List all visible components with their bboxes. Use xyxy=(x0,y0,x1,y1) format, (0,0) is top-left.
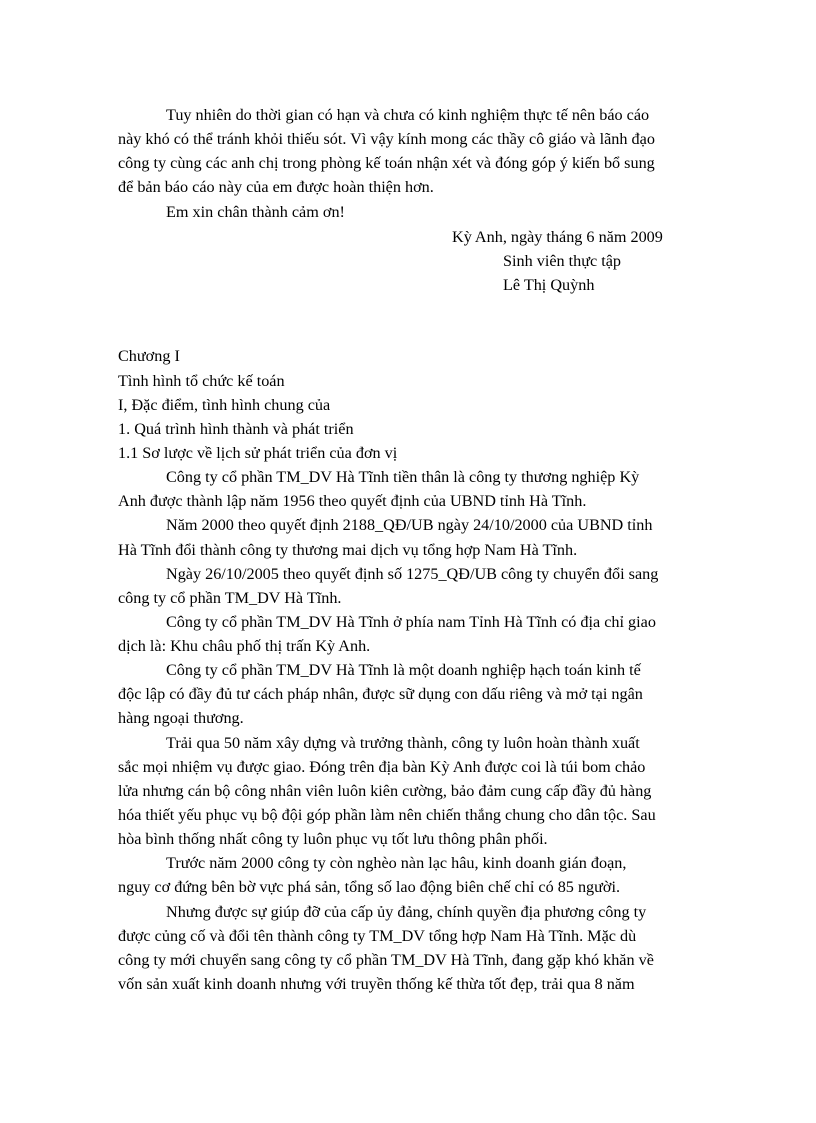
body-line: sắc mọi nhiệm vụ được giao. Đóng trên địa bàn Kỳ Anh được coi là túi bom chảo xyxy=(118,758,646,776)
intro-line-2: này khó có thể tránh khỏi thiếu sót. Vì vậy kính mong các thầy cô giáo và lãnh đạo xyxy=(118,130,655,148)
body-line: Công ty cổ phần TM_DV Hà Tĩnh ở phía nam Tỉnh Hà Tĩnh có địa chỉ giao xyxy=(166,613,656,631)
body-line: công ty cổ phần TM_DV Hà Tĩnh. xyxy=(118,589,342,607)
body-line: nguy cơ đứng bên bờ vực phá sản, tổng số lao động biên chế chỉ có 85 người. xyxy=(118,878,621,896)
body-line: Trải qua 50 năm xây dựng và trưởng thành, công ty luôn hoàn thành xuất xyxy=(166,734,640,752)
body-line: lửa nhưng cán bộ công nhân viên luôn kiên cường, bảo đảm cung cấp đầy đủ hàng xyxy=(118,782,652,800)
chapter-heading: Chương I xyxy=(118,347,180,365)
intro-line-3: công ty cùng các anh chị trong phòng kế toán nhận xét và đóng góp ý kiến bổ sung xyxy=(118,154,655,172)
body-line: vốn sản xuất kinh doanh nhưng với truyền thống kế thừa tốt đẹp, trải qua 8 năm xyxy=(118,975,635,993)
body-line: độc lập có đầy đủ tư cách pháp nhân, được sữ dụng con dấu riêng và mở tại ngân xyxy=(118,685,643,703)
body-line: Trước năm 2000 công ty còn nghèo nàn lạc hâu, kinh doanh gián đoạn, xyxy=(166,854,627,872)
signature-date: Kỳ Anh, ngày tháng 6 năm 2009 xyxy=(452,228,663,246)
thanks-line: Em xin chân thành cảm ơn! xyxy=(166,203,345,221)
body-line: Ngày 26/10/2005 theo quyết định số 1275_QĐ/UB công ty chuyển đổi sang xyxy=(166,565,659,583)
body-line: Công ty cổ phần TM_DV Hà Tĩnh tiền thân là công ty thương nghiệp Kỳ xyxy=(166,468,640,486)
section-heading: Tình hình tổ chức kế toán xyxy=(118,372,285,390)
body-line: Năm 2000 theo quyết định 2188_QĐ/UB ngày 24/10/2000 của UBND tỉnh xyxy=(166,516,653,534)
body-line: hòa bình thống nhất công ty luôn phục vụ tốt lưu thông phân phối. xyxy=(118,830,548,848)
subsection-heading: 1.1 Sơ lược về lịch sử phát triển của đơn vị xyxy=(118,444,398,462)
signature-name: Lê Thị Quỳnh xyxy=(503,276,595,294)
body-line: Nhưng được sự giúp đỡ của cấp ủy đảng, chính quyền địa phương công ty xyxy=(166,903,647,921)
intro-line-4: để bản báo cáo này của em được hoàn thiện hơn. xyxy=(118,178,434,196)
body-line: công ty mới chuyển sang công ty cổ phần TM_DV Hà Tĩnh, đang gặp khó khăn về xyxy=(118,951,654,969)
body-line: dịch là: Khu châu phố thị trấn Kỳ Anh. xyxy=(118,637,371,655)
body-line: hóa thiết yếu phục vụ bộ đội góp phần làm nên chiến thắng chung cho dân tộc. Sau xyxy=(118,806,656,824)
body-line: được củng cố và đổi tên thành công ty TM_DV tổng hợp Nam Hà Tĩnh. Mặc dù xyxy=(118,927,637,945)
intro-line-1: Tuy nhiên do thời gian có hạn và chưa có kinh nghiệm thực tế nên báo cáo xyxy=(166,106,650,124)
body-line: Hà Tĩnh đổi thành công ty thương mai dịch vụ tổng hợp Nam Hà Tĩnh. xyxy=(118,541,578,559)
signature-role: Sinh viên thực tập xyxy=(503,252,622,270)
subsection-heading: I, Đặc điểm, tình hình chung của xyxy=(118,396,331,414)
subsection-heading: 1. Quá trình hình thành và phát triển xyxy=(118,420,354,438)
body-line: Anh được thành lập năm 1956 theo quyết định của UBND tỉnh Hà Tĩnh. xyxy=(118,492,587,510)
body-line: Công ty cổ phần TM_DV Hà Tĩnh là một doanh nghiệp hạch toán kinh tế xyxy=(166,661,641,679)
body-line: hàng ngoại thương. xyxy=(118,709,244,727)
